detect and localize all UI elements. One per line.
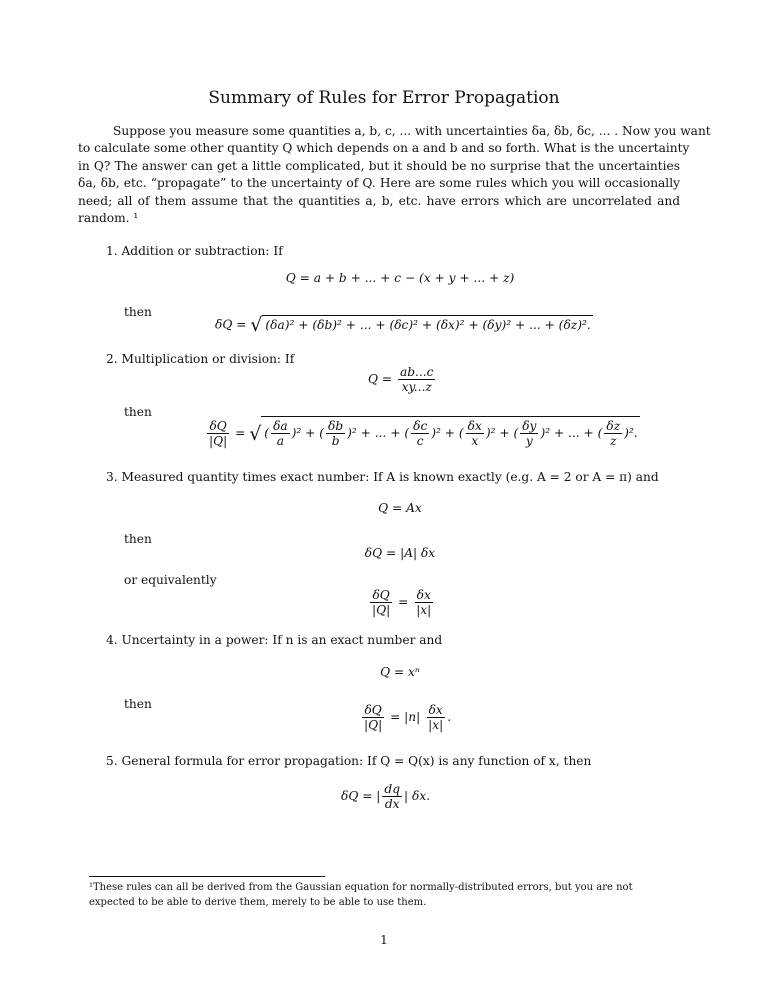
equation-5-denominator: dx	[384, 797, 400, 811]
intro-line: in Q? The answer can get a little complicated, but it should be no surprise that the uncertainties	[78, 158, 680, 173]
equation-5-lhs: δQ = |	[341, 789, 381, 803]
equation-4b: $\frac{\delta Q}{|Q|}$ = |n| $\frac{\delta x}{|x|}$ .	[364, 703, 452, 732]
equation-1a: Q = a + b + ... + c − (x + y + ... + z)	[285, 271, 515, 285]
then-label: then	[124, 305, 152, 319]
page-title: Summary of Rules for Error Propagation	[208, 88, 560, 108]
equation-5-numerator: dq	[384, 782, 401, 796]
equation-2a-denominator: xy...z	[401, 380, 432, 394]
page-number: 1	[380, 933, 388, 947]
intro-line: need; all of them assume that the quantities a, b, etc. have errors which are uncorrelated and	[78, 193, 680, 208]
equation-5	[341, 782, 430, 811]
sqrt-sign: √	[250, 314, 263, 336]
equation-2a-numerator: ab...c	[399, 365, 434, 379]
then-label: then	[124, 405, 152, 419]
equation-2b: $\frac{\delta Q}{|Q|}$ = √ ( $\frac{\delta a}{a}$ )² + ( $\frac{\delta b}{b}$ )² + ... + ( $\frac{\delta c}{c}$ )² + ( $\frac{\delta x}{x}$ )² + ( $\frac{\delta y}{y}$ )² + ... + ( $\frac{\delta z}{z}$ )².	[205, 416, 640, 448]
rule-5-label: 5. General formula for error propagation: If Q = Q(x) is any function of x, then	[106, 754, 592, 768]
rule-2-label: 2. Multiplication or division: If	[106, 352, 295, 366]
intro-paragraph	[78, 123, 711, 227]
equation-2a	[368, 365, 437, 394]
then-label: then	[124, 532, 152, 546]
equation-3b: δQ = |A| δx	[364, 546, 436, 560]
footnote: ¹These rules can all be derived from the Gaussian equation for normally-distributed errors, but you are not expected to be able to derive them, merely to be able to use them.	[89, 882, 633, 908]
intro-line: random. ¹	[78, 211, 139, 226]
equation-1b-radicand: (δa)² + (δb)² + ... + (δc)² + (δx)² + (δy)² + ... + (δz)².	[262, 315, 592, 332]
equation-5-rhs: | δx.	[404, 789, 431, 803]
intro-line: to calculate some other quantity Q which depends on a and b and so forth. What is the uncertainty	[78, 141, 690, 156]
equation-1b	[215, 314, 593, 336]
or-equivalently-label: or equivalently	[124, 573, 217, 587]
equation-1b-lhs: δQ =	[215, 317, 247, 332]
intro-line: Suppose you measure some quantities a, b, c, ... with uncertainties δa, δb, δc, ... . Now you want	[113, 124, 711, 138]
rule-4-label: 4. Uncertainty in a power: If n is an exact number and	[106, 633, 443, 647]
equation-3c: $\frac{\delta Q}{|Q|}$ = $\frac{\delta x}{|x|}$	[372, 588, 432, 617]
rule-3-label: 3. Measured quantity times exact number: If A is known exactly (e.g. A = 2 or A = π) and	[106, 470, 659, 484]
equation-5-fraction	[382, 782, 402, 811]
equation-4a: Q = xⁿ	[380, 665, 420, 679]
equation-2a-fraction	[398, 365, 436, 394]
then-label: then	[124, 697, 152, 711]
equation-2a-lhs: Q =	[368, 372, 393, 386]
rule-1-label: 1. Addition or subtraction: If	[106, 244, 283, 258]
footnote-rule	[89, 876, 325, 877]
equation-3a: Q = Ax	[378, 501, 422, 515]
intro-line: δa, δb, etc. “propagate” to the uncertainty of Q. Here are some rules which you will occasionally	[78, 176, 680, 191]
